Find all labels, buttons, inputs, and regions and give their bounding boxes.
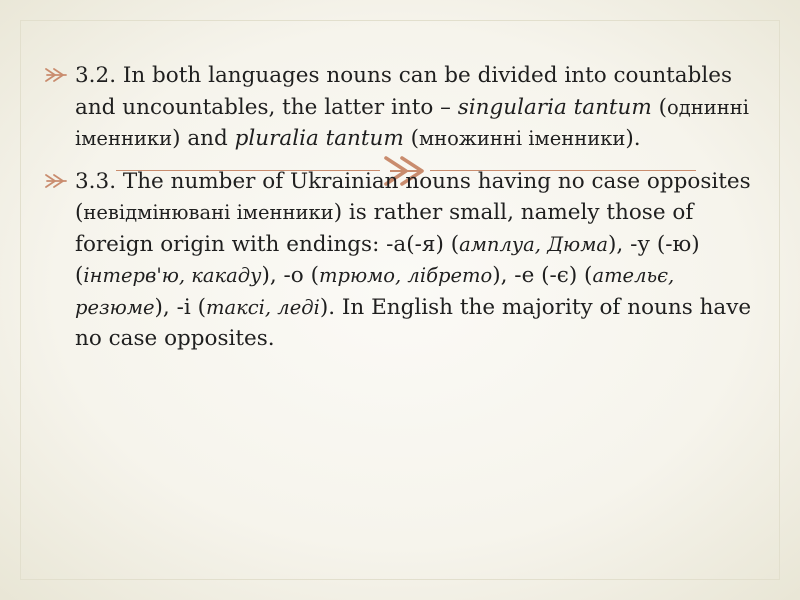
example-words: трюмо, лібрето bbox=[318, 264, 493, 287]
slide-body bbox=[44, 60, 774, 366]
bullet-paragraph-3-3 bbox=[44, 166, 774, 355]
paragraph-text: 3.2. In both languages nouns can be divided into countables and uncountables, the latter into – bbox=[75, 63, 733, 120]
paragraph-text: ) is rather small, namely those of foreign origin with endings: -а(-я) ( bbox=[75, 200, 694, 257]
paragraph-text: ). In English the majority of nouns have no case opposites. bbox=[75, 294, 752, 351]
term-pluralia-tantum: pluralia tantum bbox=[234, 126, 404, 151]
paragraph-text: ), -у (-ю) ( bbox=[75, 231, 700, 288]
bullet-paragraph-3-2 bbox=[44, 60, 774, 155]
paragraph-text: ( bbox=[651, 94, 668, 120]
example-words: амплуа, Дюма bbox=[459, 232, 609, 256]
paragraph-text: ), -е (-є) ( bbox=[492, 263, 593, 288]
linked-chevrons-bullet-icon bbox=[44, 173, 68, 189]
linked-chevrons-bullet-icon bbox=[44, 67, 68, 83]
ukrainian-gloss: однинні іменники bbox=[75, 95, 750, 150]
ukrainian-gloss: множинні іменники bbox=[419, 127, 626, 150]
term-singularia-tantum: singularia tantum bbox=[457, 94, 652, 120]
paragraph-text: ( bbox=[403, 126, 420, 151]
example-words: ательє, резюме bbox=[75, 264, 675, 319]
example-words: таксі, леді bbox=[205, 295, 320, 319]
example-words: інтерв'ю, какаду bbox=[83, 264, 262, 287]
ukrainian-gloss: невідмінювані іменники bbox=[83, 201, 334, 224]
paragraph-text: ). bbox=[625, 126, 641, 151]
paragraph-text: ), -і ( bbox=[154, 294, 206, 320]
paragraph-text: ) and bbox=[172, 126, 235, 151]
paragraph-text: ), -о ( bbox=[261, 263, 319, 288]
paragraph-text: 3.3. The number of Ukrainian nouns having no case opposites ( bbox=[75, 168, 751, 225]
